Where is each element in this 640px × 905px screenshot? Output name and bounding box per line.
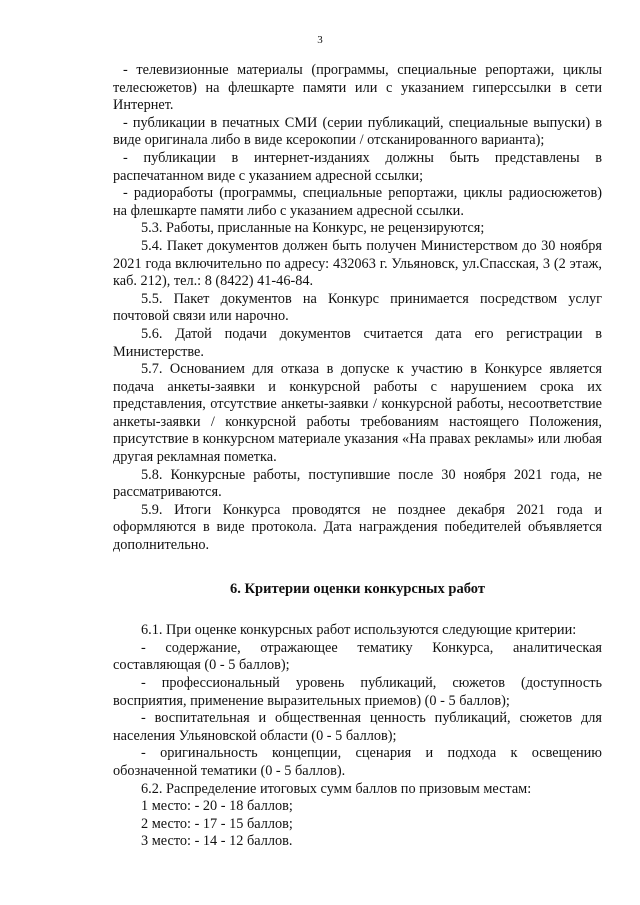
- clause-5-8: 5.8. Конкурсные работы, поступившие после 30 ноября 2021 года, не рассматриваются.: [113, 466, 602, 501]
- page-number: 3: [317, 34, 323, 46]
- prize-place-3: 3 место: - 14 - 12 баллов.: [141, 833, 293, 850]
- criterion-originality: - оригинальность концепции, сценария и подхода к освещению обозначенной тематики (0 - 5 баллов).: [113, 745, 602, 779]
- prize-place-1: 1 место: - 20 - 18 баллов;: [141, 798, 293, 815]
- criterion-content: - содержание, отражающее тематику Конкурса, аналитическая составляющая (0 - 5 баллов);: [113, 639, 602, 674]
- paragraph-radio-works: - радиоработы (программы, специальные репортажи, циклы радиосюжетов) на флешкарте памяти либо с указанием адресной ссылки.: [113, 185, 602, 219]
- clause-5-3: 5.3. Работы, присланные на Конкурс, не рецензируются;: [141, 220, 485, 237]
- paragraph-internet-publications: - публикации в интернет-изданиях должны быть представлены в распечатанном виде с указанием адресной ссылки;: [113, 149, 602, 184]
- clause-6-2: 6.2. Распределение итоговых сумм баллов по призовым местам:: [141, 780, 532, 797]
- clause-5-6: 5.6. Датой подачи документов считается дата его регистрации в Министерстве.: [113, 325, 602, 360]
- clause-6-1: 6.1. При оценке конкурсных работ используются следующие критерии:: [141, 622, 577, 639]
- document-body: [113, 62, 602, 851]
- section-heading: 6. Критерии оценки конкурсных работ: [230, 580, 485, 597]
- criterion-social-value: - воспитательная и общественная ценность публикаций, сюжетов для населения Ульяновской области (0 - 5 баллов);: [113, 710, 602, 744]
- clause-5-9: 5.9. Итоги Конкурса проводятся не позднее декабря 2021 года и оформляются в виде протокола. Дата награждения победителей объявляется дополнительно.: [113, 501, 602, 554]
- clause-5-7: 5.7. Основанием для отказа в допуске к участию в Конкурсе является подача анкеты-заявки и конкурсной работы с нарушением срока их представления, отсутствие анкеты-заявки / конкурсной работы, несоответствие анкеты-заявки / конкурсной работы требованиям настоящего Положения, присутствие в конкурсном материале указания «На правах рекламы» или любая другая рекламная пометка.: [113, 361, 602, 466]
- clause-5-4: 5.4. Пакет документов должен быть получен Министерством до 30 ноября 2021 года включительно по адресу: 432063 г. Ульяновск, ул.Спасская, 3 (2 этаж, каб. 212), тел.: 8 (8422) 41-46-84.: [113, 237, 602, 290]
- criterion-professional-level: - профессиональный уровень публикаций, сюжетов (доступность восприятия, применение выразительных приемов) (0 - 5 баллов);: [113, 675, 602, 709]
- paragraph-tv-materials: - телевизионные материалы (программы, специальные репортажи, циклы телесюжетов) на флешкарте памяти или с указанием гиперссылки в сети Интернет.: [113, 62, 602, 114]
- prize-place-2: 2 место: - 17 - 15 баллов;: [141, 815, 293, 832]
- paragraph-print-media: - публикации в печатных СМИ (серии публикаций, специальные выпуски) в виде оригинала либо в виде ксерокопии / отсканированного варианта);: [113, 114, 602, 149]
- clause-5-5: 5.5. Пакет документов на Конкурс принимается посредством услуг почтовой связи или нарочно.: [113, 290, 602, 325]
